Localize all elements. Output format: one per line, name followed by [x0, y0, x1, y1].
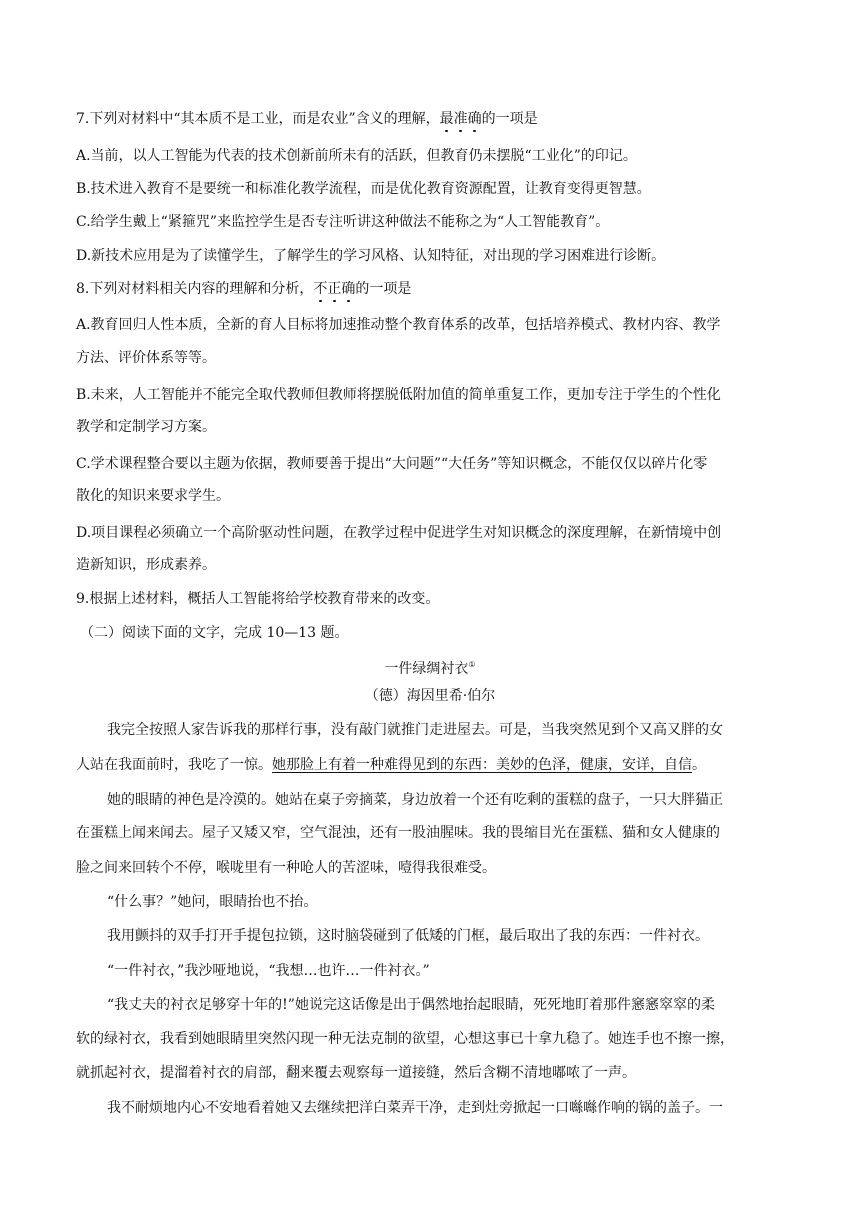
emphasis-dot-char: 不 [313, 281, 328, 297]
story-text-line: 在蛋糕上闻来闻去。屋子又矮又窄，空气混浊，还有一股油腥味。我的畏缩目光在蛋糕、猫和女人健康的 [76, 825, 720, 841]
story-text-line: 脸之间来回转个不停，喉咙里有一种呛人的苦涩味，噎得我很难受。 [76, 860, 496, 876]
question-7-option-d: D.新技术应用是为了读懂学生，了解学生的学习风格、认知特征，对出现的学习困难进行诊断。 [76, 248, 666, 264]
story-text-line: 我不耐烦地内心不安地看着她又去继续把洋白菜弄干净，走到灶旁掀起一口噝噝作响的锅的盖子。一 [107, 1100, 723, 1116]
footnote-marker: ① [468, 660, 476, 669]
story-text-line: 就抓起衬衣，提溜着衬衣的肩部，翻来覆去观察每一道接缝，然后含糊不清地嘟哝了一声。 [76, 1065, 636, 1081]
question-8-option-line: 方法、评价体系等等。 [76, 350, 216, 366]
question-8-option-line: A.教育回归人性本质，全新的育人目标将加速推动整个教育体系的改革，包括培养模式、教材内容、教学 [76, 317, 721, 333]
story-text-line: 人站在我面前时，我吃了一惊。她那脸上有着一种难得见到的东西：美妙的色泽，健康，安详，自信。 [76, 757, 706, 773]
story-text-line: “什么事？”她问，眼睛抬也不抬。 [107, 894, 318, 910]
question-7-option-b: B.技术进入教育不是要统一和标准化教学流程，而是优化教育资源配置，让教育变得更智慧。 [76, 181, 651, 197]
question-8-option-line: 造新知识，形成素养。 [76, 557, 216, 573]
story-title: 一件绿绸衬衣① [384, 660, 476, 677]
story-text-line: “一件衬衣，”我沙哑地说，“我想…也许…一件衬衣。” [107, 963, 430, 979]
story-text-line: 她的眼睛的神色是冷漠的。她站在桌子旁摘菜，身边放着一个还有吃剩的蛋糕的盘子，一只大胖猫正 [107, 792, 723, 808]
question-8-option-line: D.项目课程必须确立一个高阶驱动性问题，在教学过程中促进学生对知识概念的深度理解，在新情境中创 [76, 525, 722, 541]
story-text-line: 我用颤抖的双手打开手提包拉锁，这时脑袋碰到了低矮的门框，最后取出了我的东西：一件衬衣。 [107, 928, 709, 944]
emphasis-dot-char: 确 [341, 281, 356, 297]
story-text-line: 我完全按照人家告诉我的那样行事，没有敲门就推门走进屋去。可是，当我突然见到个又高又胖的女 [107, 722, 723, 738]
story-author: （德）海因里希·伯尔 [364, 688, 496, 704]
question-8-option-line: B.未来，人工智能并不能完全取代教师但教师将摆脱低附加值的简单重复工作，更加专注于学生的个性化 [76, 387, 721, 403]
question-8-stem: 8.下列对材料相关内容的理解和分析，不正确的一项是 [76, 281, 412, 297]
question-7-option-a: A.当前，以人工智能为代表的技术创新前所未有的活跃，但教育仍未摆脱“工业化”的印记。 [76, 148, 637, 164]
underlined-sentence: 她那脸上有着一种难得见到的东西：美妙的色泽，健康，安详，自信 [272, 757, 692, 773]
emphasis-dot-char: 最 [439, 111, 454, 127]
emphasis-dot-char: 确 [467, 111, 482, 127]
question-8-option-line: 散化的知识来要求学生。 [76, 488, 230, 504]
question-8-option-line: 教学和定制学习方案。 [76, 419, 216, 435]
question-8-option-line: C.学术课程整合要以主题为依据，教师要善于提出“大问题”“大任务”等知识概念，不能仅仅以碎片化零 [76, 456, 708, 472]
question-9: 9.根据上述材料，概括人工智能将给学校教育带来的改变。 [76, 591, 440, 607]
question-7-stem: 7.下列对材料中“其本质不是工业，而是农业”含义的理解，最准确的一项是 [76, 111, 538, 127]
emphasis-dot-char: 准 [453, 111, 468, 127]
story-text-line: 软的绿衬衣，我看到她眼睛里突然闪现一种无法克制的欲望，心想这事已十拿九稳了。她连手也不擦一擦， [76, 1031, 734, 1047]
story-text-line: “我丈夫的衬衣足够穿十年的!”她说完这话像是出于偶然地抬起眼睛，死死地盯着那件窸窸窣窣的柔 [107, 997, 715, 1013]
emphasis-dot-char: 正 [327, 281, 342, 297]
section-heading: （二）阅读下面的文字，完成 10—13 题。 [80, 625, 349, 641]
question-7-option-c: C.给学生戴上“紧箍咒”来监控学生是否专注听讲这种做法不能称之为“人工智能教育”。 [76, 214, 610, 230]
